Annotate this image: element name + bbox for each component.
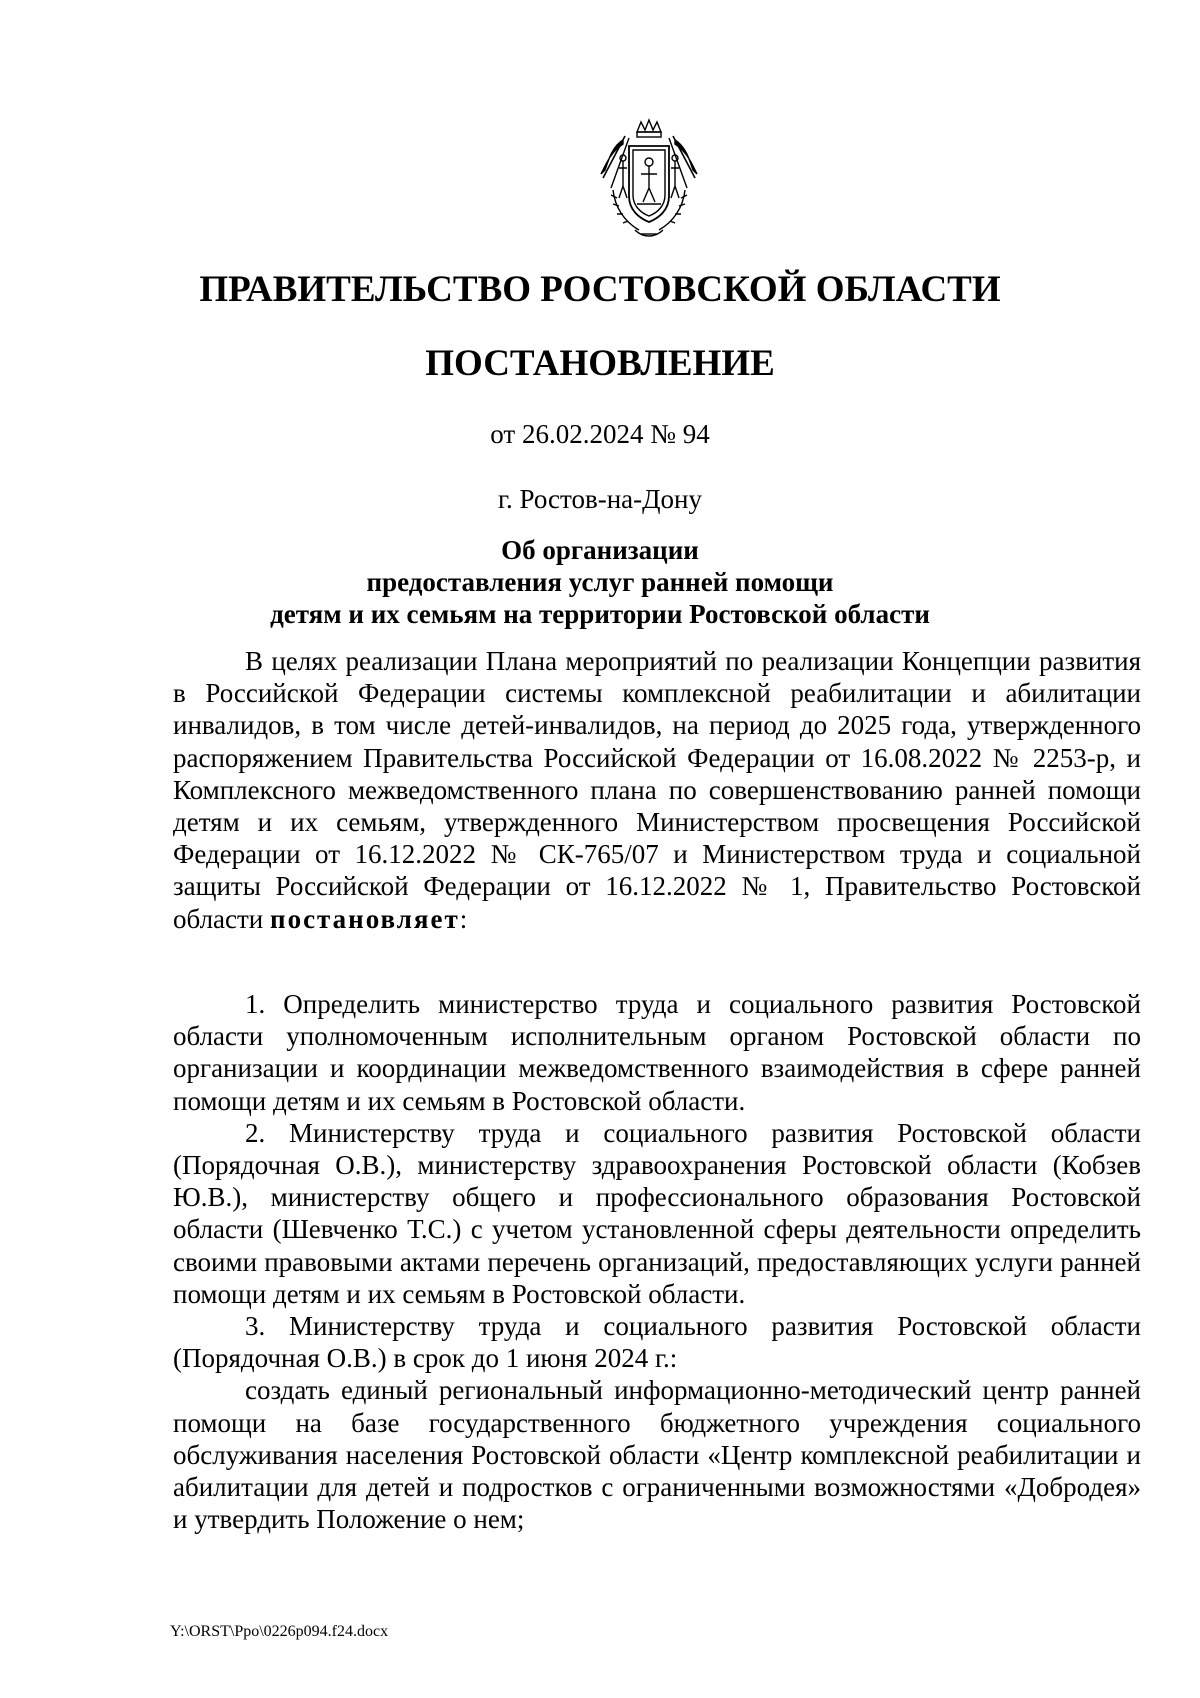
- preamble-colon: :: [459, 903, 468, 934]
- organization-title: ПРАВИТЕЛЬСТВО РОСТОВСКОЙ ОБЛАСТИ: [199, 269, 1001, 310]
- item-paragraph: 3. Министерству труда и социального развития Ростовской области (Порядочная О.В.) в срок до 1 июня 2024 г.:: [173, 1311, 1141, 1374]
- items-block: [173, 988, 1141, 1535]
- document-type: ПОСТАНОВЛЕНИЕ: [425, 343, 775, 384]
- document-title: [0, 534, 1200, 630]
- document-title-line: предоставления услуг ранней помощи: [366, 567, 834, 597]
- document-title-line: детям и их семьям на территории Ростовской области: [270, 599, 930, 629]
- document-city: г. Ростов-на-Дону: [497, 484, 702, 514]
- decree-word: постановляет: [270, 903, 460, 934]
- preamble-text: В целях реализации Плана мероприятий по реализации Концепции развития в Российской Федерации системы комплексной реабилитации и абилитации инвалидов, в том числе детей-инвалидов, на период до 2025 года, утвержденного распоряжением Правительства Российской Федерации от 16.08.2022 № 2253-р, и Комплексного межведомственного плана по совершенствованию ранней помощи детям и их семьям, утвержденного Министерством просвещения Российской Федерации от 16.12.2022 № СК-765/07 и Министерством труда и социальной защиты Российской Федерации от 16.12.2022 № 1, Правительство Ростовской области: [173, 646, 1141, 934]
- item-paragraph: 1. Определить министерство труда и социального развития Ростовской области уполномоченным исполнительным органом Ростовской области по организации и координации межведомственного взаимодействия в сфере ранней помощи детям и их семьям в Ростовской области.: [173, 989, 1141, 1116]
- item-paragraph: создать единый региональный информационно-методический центр ранней помощи на базе государственного бюджетного учреждения социального обслуживания населения Ростовской области «Центр комплексной реабилитации и абилитации для детей и подростков с ограниченными возможностями «Добродея» и утвердить Положение о нем;: [173, 1375, 1141, 1535]
- document-date-number: от 26.02.2024 № 94: [490, 419, 710, 449]
- item-paragraph: 2. Министерству труда и социального развития Ростовской области (Порядочная О.В.), министерству здравоохранения Ростовской области (Кобзев Ю.В.), министерству общего и профессионального образования Ростовской области (Шевченко Т.С.) с учетом установленной сферы деятельности определить своими правовыми актами перечень организаций, предоставляющих услуги ранней помощи детям и их семьям в Ростовской области.: [173, 1117, 1141, 1309]
- file-path-footer: Y:\ORST\Ppo\0226p094.f24.docx: [170, 1623, 389, 1640]
- document-title-line: Об организации: [501, 535, 699, 565]
- preamble-paragraph: [173, 645, 1141, 935]
- rostov-region-coat-of-arms-icon: [595, 118, 703, 243]
